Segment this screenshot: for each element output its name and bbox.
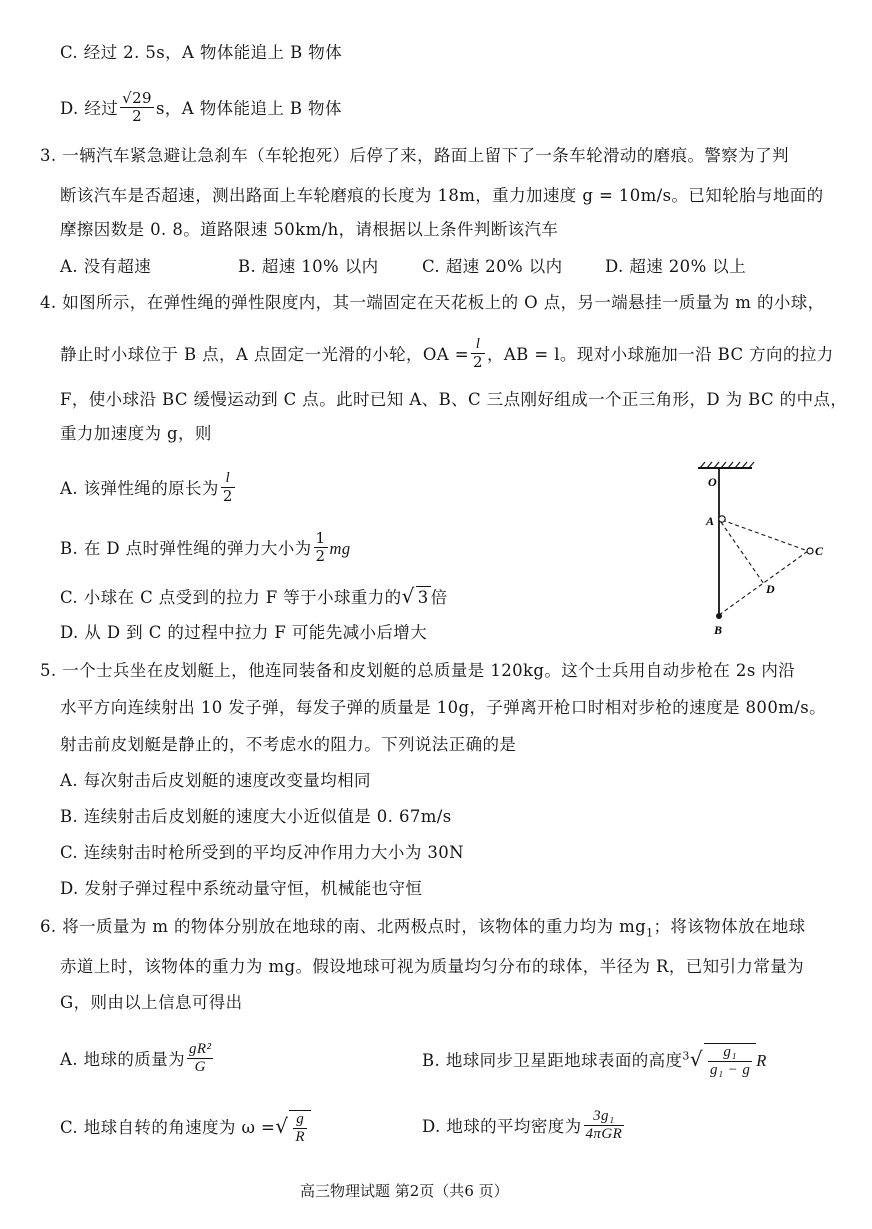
q3-option-c: C. 超速 20% 以内 — [422, 257, 563, 276]
q6-option-c-radicand: $\frac{g}{R}$ — [289, 1110, 311, 1146]
q6-option-c-root-sign: √ — [275, 1114, 289, 1138]
point-c — [807, 548, 813, 554]
label-a: A — [706, 514, 715, 528]
q6-option-d-prefix: D. 地球的平均密度为 — [422, 1117, 582, 1136]
label-b: B — [714, 623, 723, 637]
q6-option-c-prefix: C. 地球自转的角速度为 ω = — [60, 1118, 276, 1137]
q6-line-1 — [40, 916, 806, 944]
q2-option-d — [60, 89, 342, 127]
q2-option-d-prefix: D. 经过 — [60, 99, 119, 118]
q6-option-b-root-sign: √ — [689, 1047, 703, 1071]
q5-option-a: A. 每次射击后皮划艇的速度改变量均相同 — [60, 771, 371, 790]
q4-option-b-suffix: mg — [329, 539, 351, 558]
q6-option-d-fraction: $\frac{\text{3g₁}}{\text{4πGR}}$ — [585, 1108, 623, 1142]
q6-option-b — [422, 1043, 767, 1079]
q3-option-a: A. 没有超速 — [60, 257, 152, 276]
q6-option-a-fraction: $\frac{\text{gR²}}{G}$ — [189, 1041, 212, 1075]
q4-line-2-a: 静止时小球位于 B 点，A 点固定一光滑的小轮，OA = — [60, 345, 469, 364]
line-ac — [722, 520, 808, 551]
q6-option-b-prefix: B. 地球同步卫星距地球表面的高度 — [422, 1051, 683, 1070]
q6-option-b-radicand: $\frac{\text{g₁}}{\text{g₁ − g}}$ — [704, 1043, 756, 1079]
page-footer: 高三物理试题 第2页（共6 页） — [300, 1182, 509, 1200]
q5-line-1: 5. 一个士兵坐在皮划艇上，他连同装备和皮划艇的总质量是 120kg。这个士兵用自动步枪在 2s 内沿 — [40, 661, 796, 680]
q5-line-3: 射击前皮划艇是静止的，不考虑水的阻力。下列说法正确的是 — [60, 735, 517, 754]
q2-option-d-suffix: s，A 物体能追上 B 物体 — [156, 99, 342, 118]
q4-option-a-prefix: A. 该弹性绳的原长为 — [60, 479, 219, 498]
q6-line-1-b: ；将该物体放在地球 — [653, 917, 806, 936]
q4-figure — [688, 460, 838, 640]
q3-line-1: 3. 一辆汽车紧急避让急刹车（车轮抱死）后停了来，路面上留下了一条车轮滑动的磨痕。警察为了判 — [40, 146, 789, 165]
q4-option-b-fraction: $\frac{1}{2}$ — [315, 529, 326, 565]
q4-option-d: D. 从 D 到 C 的过程中拉力 F 可能先减小后增大 — [60, 623, 428, 642]
q3-line-2: 断该汽车是否超速，测出路面上车轮磨痕的长度为 18m，重力加速度 g = 10m/s。已知轮胎与地面的 — [60, 186, 824, 205]
q6-line-1-a: 6. 将一质量为 m 的物体分别放在地球的南、北两极点时，该物体的重力均为 mg — [40, 917, 647, 936]
q3-option-b: B. 超速 10% 以内 — [238, 257, 379, 276]
q5-option-c: C. 连续射击时枪所受到的平均反冲作用力大小为 30N — [60, 843, 465, 862]
q4-option-a — [60, 472, 237, 507]
q4-option-a-fraction: $\frac{l}{2}$ — [222, 470, 233, 505]
ball-b — [716, 613, 722, 619]
q4-line-2 — [60, 338, 834, 373]
q3-option-d: D. 超速 20% 以上 — [605, 257, 747, 276]
q6-line-3: G，则由以上信息可得出 — [60, 993, 243, 1012]
line-bc — [719, 551, 808, 615]
q4-line-3: F，使小球沿 BC 缓慢运动到 C 点。此时已知 A、B、C 三点刚好组成一个正三角形，D 为 BC 的中点， — [60, 390, 848, 409]
q5-option-d: D. 发射子弹过程中系统动量守恒，机械能也守恒 — [60, 879, 423, 898]
q6-option-b-root-index: 3 — [682, 1049, 690, 1063]
pulley-a — [719, 516, 725, 522]
label-d: D — [766, 582, 775, 596]
q2-option-c: C. 经过 2. 5s，A 物体能追上 B 物体 — [60, 43, 343, 62]
q4-option-b-prefix: B. 在 D 点时弹性绳的弹力大小为 — [60, 539, 312, 558]
q4-option-c-suffix: 倍 — [430, 588, 448, 607]
q5-option-b: B. 连续射击后皮划艇的速度大小近似值是 0. 67m/s — [60, 807, 452, 826]
q4-sqrt-sign: √ — [401, 584, 415, 608]
q6-option-a-prefix: A. 地球的质量为 — [60, 1050, 186, 1069]
q6-line-1-sub: 1 — [646, 926, 654, 940]
line-ad — [721, 522, 764, 584]
q6-line-2: 赤道上时，该物体的重力为 mg。假设地球可视为质量均匀分布的球体，半径为 R，已知引力常量为 — [60, 957, 805, 976]
q6-option-c — [60, 1110, 311, 1146]
q4-line-4: 重力加速度为 g，则 — [60, 424, 212, 443]
q4-oa-fraction: $\frac{l}{2}$ — [473, 336, 483, 371]
q4-sqrt-radicand: 3 — [417, 588, 429, 607]
q6-option-b-suffix: R — [756, 1051, 767, 1070]
q5-line-2: 水平方向连续射出 10 发子弹，每发子弹的质量是 10g，子弹离开枪口时相对步枪的速度是 800m/s。 — [60, 698, 826, 717]
q4-option-c — [60, 585, 448, 609]
q3-line-3: 摩擦因数是 0. 8。道路限速 50km/h，请根据以上条件判断该汽车 — [60, 220, 559, 239]
label-c: C — [815, 544, 824, 558]
q4-option-c-prefix: C. 小球在 C 点受到的拉力 F 等于小球重力的 — [60, 588, 402, 607]
q6-option-a — [60, 1043, 215, 1078]
q4-line-2-b: ，AB = l。现对小球施加一沿 BC 方向的拉力 — [486, 345, 834, 364]
q4-option-b — [60, 529, 351, 567]
q6-option-d — [422, 1110, 626, 1145]
q4-line-1: 4. 如图所示，在弹性绳的弹性限度内，其一端固定在天花板上的 O 点，另一端悬挂一质量为 m 的小球， — [40, 293, 825, 312]
label-o: O — [708, 475, 717, 489]
q2-option-d-fraction: $\frac{√29}{2}$ — [122, 89, 152, 125]
